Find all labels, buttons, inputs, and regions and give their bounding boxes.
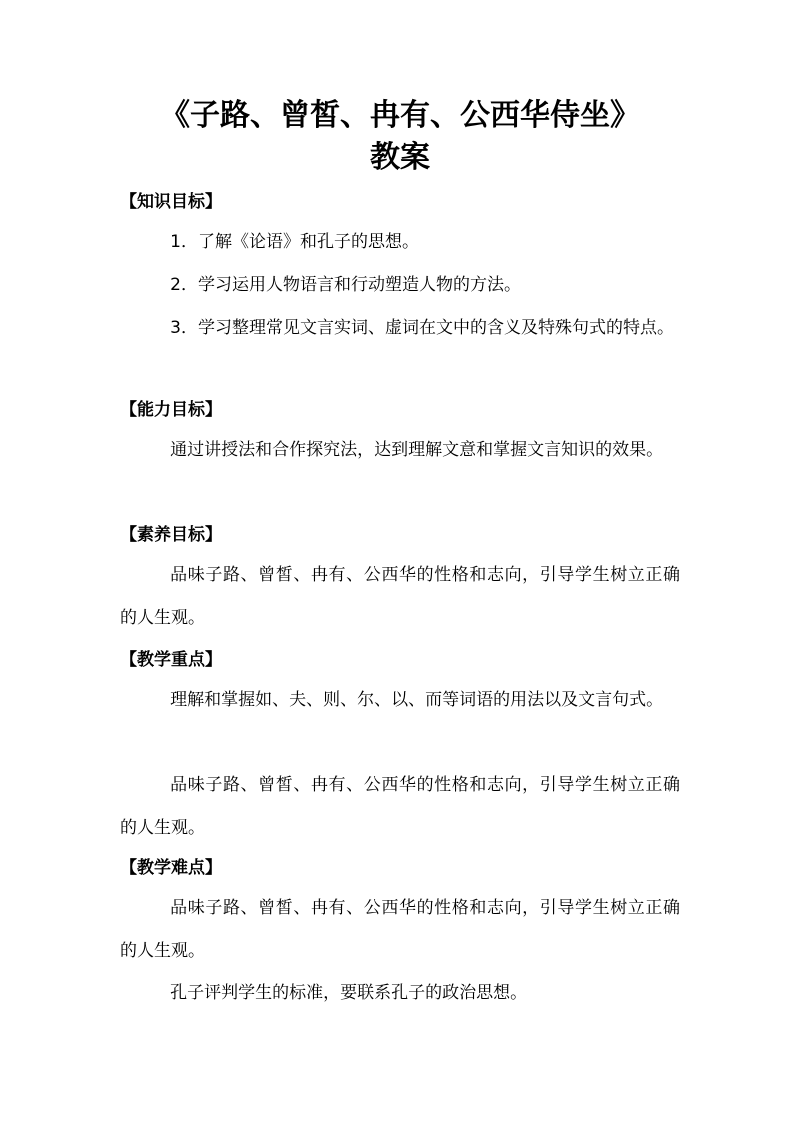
paragraph: 1．了解《论语》和孔子的思想。 [170,232,419,252]
paragraph: 孔子评判学生的标准，要联系孔子的政治思想。 [170,983,528,1003]
paragraph: 2．学习运用人物语言和行动塑造人物的方法。 [170,275,521,295]
paragraph: 通过讲授法和合作探究法，达到理解文意和掌握文言知识的效果。 [170,440,664,460]
document-title-line1: 《子路、曾皙、冉有、公西华侍坐》 [160,98,640,133]
section-heading-knowledge: 【知识目标】 [120,192,222,212]
section-heading-literacy: 【素养目标】 [120,525,222,545]
section-heading-ability: 【能力目标】 [120,400,222,420]
section-heading-difficulties: 【教学难点】 [120,858,222,878]
document-title-line2: 教案 [370,140,430,175]
paragraph: 品味子路、曾皙、冉有、公西华的性格和志向，引导学生树立正确的人生观。 [120,775,680,838]
section-heading-key-points: 【教学重点】 [120,650,222,670]
paragraph: 品味子路、曾皙、冉有、公西华的性格和志向，引导学生树立正确的人生观。 [120,898,680,961]
paragraph: 3．学习整理常见文言实词、虚词在文中的含义及特殊句式的特点。 [170,318,674,338]
paragraph: 品味子路、曾皙、冉有、公西华的性格和志向，引导学生树立正确的人生观。 [120,565,680,628]
paragraph: 理解和掌握如、夫、则、尔、以、而等词语的用法以及文言句式。 [170,690,664,710]
